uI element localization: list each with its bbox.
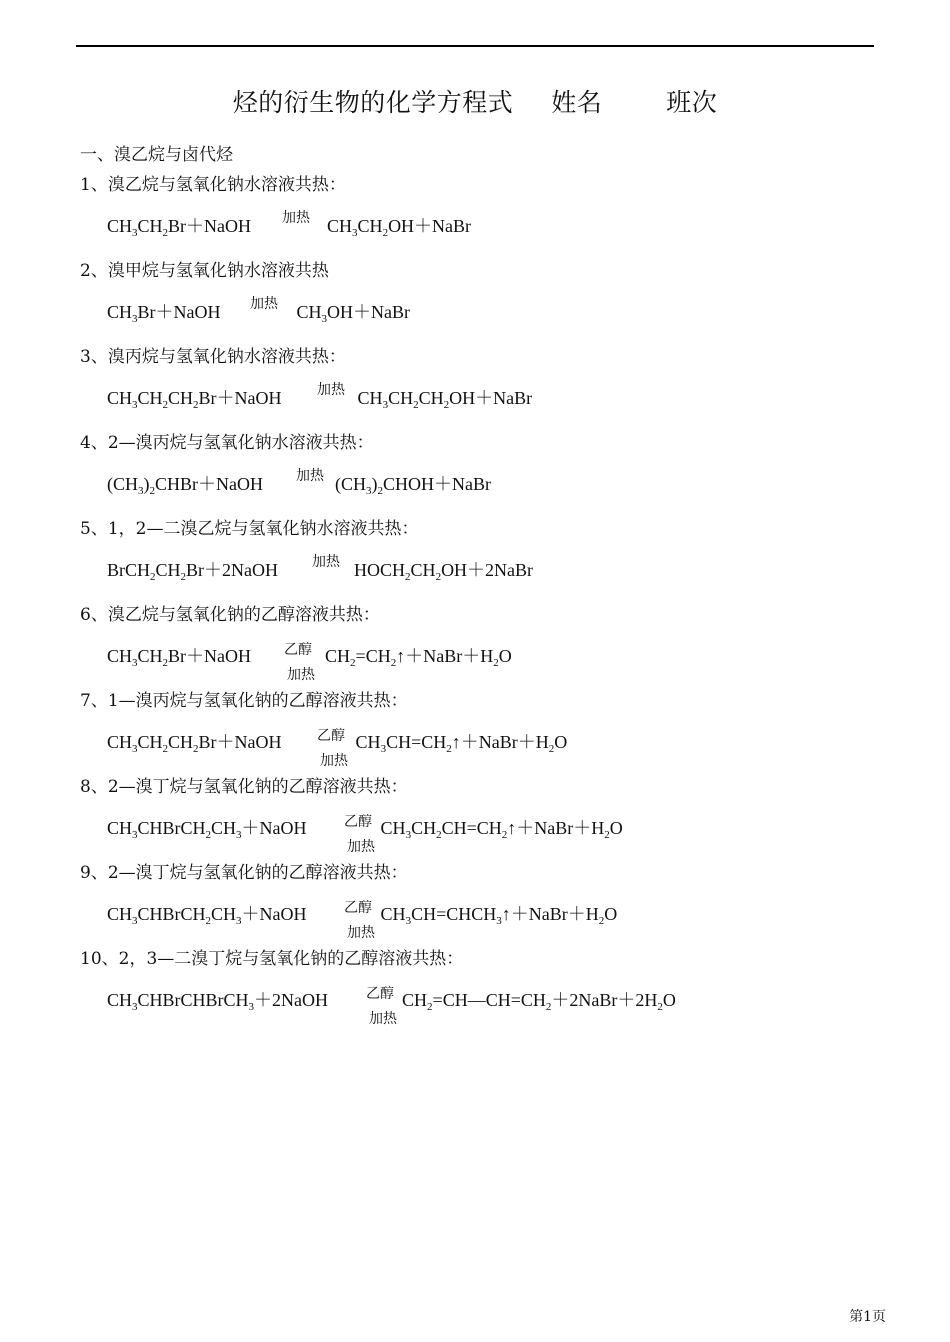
reactant-text: CH <box>211 818 237 838</box>
subscript: 3 <box>236 829 242 841</box>
reactant-text: CH <box>107 216 133 236</box>
product-text: O <box>662 990 676 1010</box>
subscript: 3 <box>405 915 412 927</box>
subscript: 3 <box>382 399 389 411</box>
reaction-condition: 加热 <box>317 382 345 398</box>
reactant-text: CH <box>211 904 237 924</box>
product-text: CHOH＋NaBr <box>383 474 491 494</box>
item-heading: 1、溴乙烷与氢氧化钠水溶液共热： <box>80 175 346 195</box>
product-text: CH <box>388 388 414 408</box>
product-text: CH <box>380 904 406 924</box>
reactant-text: CH <box>155 560 181 580</box>
subscript: 2 <box>548 743 555 755</box>
product-text: ＋2NaBr＋2H <box>551 990 658 1010</box>
product-text: =CH—CH=CH <box>432 990 546 1010</box>
subscript: 3 <box>248 1001 255 1013</box>
subscript: 3 <box>366 485 372 497</box>
reactant-text: CH <box>137 216 163 236</box>
page-title <box>0 83 950 119</box>
subscript: 2 <box>205 829 212 841</box>
subscript: 2 <box>162 657 169 669</box>
subscript: 2 <box>382 227 389 239</box>
reaction-condition: 乙醇 <box>284 642 312 658</box>
reaction-condition: 加热 <box>287 667 315 683</box>
product-text: CH <box>418 388 444 408</box>
reactant-text: CH <box>107 990 133 1010</box>
product-text: O <box>554 732 568 752</box>
subscript: 2 <box>427 1001 433 1013</box>
reaction-condition: 加热 <box>312 554 340 570</box>
item-heading: 4、2—溴丙烷与氢氧化钠水溶液共热： <box>80 433 374 453</box>
reactant-text: CH <box>107 732 133 752</box>
product-text: CH <box>402 990 428 1010</box>
subscript: 3 <box>405 829 412 841</box>
reactant-text: CHBrCHBrCH <box>137 990 249 1010</box>
reactant-text: CH <box>137 732 163 752</box>
product-text: ) <box>371 474 378 494</box>
reactant-text: Br＋NaOH <box>137 302 221 322</box>
product-text: CH <box>411 818 437 838</box>
product-text: CH <box>296 302 322 322</box>
name-label: 姓名 <box>551 88 603 117</box>
reactant-text: CHBrCH <box>137 818 206 838</box>
item-heading: 7、1—溴丙烷与氢氧化钠的乙醇溶液共热： <box>80 691 408 711</box>
product-text: O <box>498 646 512 666</box>
reactant-text: Br＋NaOH <box>198 388 282 408</box>
subscript: 2 <box>150 571 156 583</box>
subscript: 3 <box>132 829 138 841</box>
product-text: O <box>604 904 618 924</box>
reaction-condition: 加热 <box>282 210 310 226</box>
page-number: 第1页 <box>849 1309 886 1325</box>
subscript: 2 <box>436 829 442 841</box>
reaction-condition: 乙醇 <box>317 728 345 744</box>
subscript: 2 <box>180 571 187 583</box>
reactant-text: Br＋NaOH <box>168 216 252 236</box>
item-heading: 3、溴丙烷与氢氧化钠水溶液共热： <box>80 347 346 367</box>
subscript: 3 <box>132 657 138 669</box>
reactant-text: (CH <box>107 474 138 494</box>
product-text: CH=CH <box>441 818 502 838</box>
item-heading: 8、2—溴丁烷与氢氧化钠的乙醇溶液共热： <box>80 777 408 797</box>
product-text: ↑＋NaBr＋H <box>501 904 599 924</box>
product-text: CH <box>325 646 351 666</box>
subscript: 3 <box>132 399 138 411</box>
item-heading: 10、2，3—二溴丁烷与氢氧化钠的乙醇溶液共热： <box>80 949 464 969</box>
reaction-condition: 加热 <box>296 468 324 484</box>
subscript: 2 <box>390 657 397 669</box>
product-text: OH＋2NaBr <box>441 560 534 580</box>
subscript: 3 <box>132 915 138 927</box>
product-text: ↑＋NaBr＋H <box>396 646 494 666</box>
reactant-text: ＋2NaOH <box>254 990 329 1010</box>
reaction-condition: 乙醇 <box>344 814 372 830</box>
product-text: (CH <box>335 474 366 494</box>
subscript: 2 <box>446 743 452 755</box>
reactant-text: CHBrCH <box>137 904 206 924</box>
subscript: 3 <box>132 313 138 325</box>
item-heading: 2、溴甲烷与氢氧化钠水溶液共热 <box>80 261 329 281</box>
reaction-condition: 乙醇 <box>344 900 372 916</box>
reactant-text: CH <box>107 646 133 666</box>
subscript: 2 <box>598 915 605 927</box>
reaction-condition: 加热 <box>347 839 375 855</box>
subscript: 3 <box>132 743 138 755</box>
subscript: 2 <box>162 227 169 239</box>
reactant-text: CH <box>107 818 133 838</box>
subscript: 3 <box>132 227 138 239</box>
product-text: OH＋NaBr <box>327 302 411 322</box>
product-text: CH <box>357 388 383 408</box>
reactant-text: CH <box>107 904 133 924</box>
subscript: 3 <box>236 915 242 927</box>
section-heading: 一、溴乙烷与卤代烃 <box>80 145 233 165</box>
product-text: CH <box>357 216 383 236</box>
reaction-condition: 加热 <box>320 753 348 769</box>
subscript: 2 <box>493 657 499 669</box>
reactant-text: ＋NaOH <box>241 818 307 838</box>
subscript: 2 <box>162 399 169 411</box>
subscript: 2 <box>350 657 356 669</box>
subscript: 3 <box>380 743 387 755</box>
reactant-text: CH <box>107 388 133 408</box>
subscript: 3 <box>138 485 144 497</box>
subscript: 2 <box>205 915 212 927</box>
product-text: CH <box>410 560 436 580</box>
subscript: 2 <box>604 829 610 841</box>
reactant-text: ) <box>143 474 150 494</box>
subscript: 3 <box>321 313 328 325</box>
reactant-text: CHBr＋NaOH <box>155 474 263 494</box>
product-text: CH=CHCH <box>411 904 497 924</box>
reactant-text: BrCH <box>107 560 151 580</box>
product-text: CH=CH <box>386 732 447 752</box>
reaction-condition: 加热 <box>347 925 375 941</box>
reactant-text: Br＋2NaOH <box>186 560 279 580</box>
product-text: O <box>609 818 623 838</box>
product-text: CH <box>380 818 406 838</box>
reactant-text: CH <box>168 388 194 408</box>
subscript: 2 <box>377 485 383 497</box>
reactant-text: CH <box>168 732 194 752</box>
subscript: 2 <box>149 485 155 497</box>
subscript: 2 <box>443 399 450 411</box>
product-text: ↑＋NaBr＋H <box>507 818 605 838</box>
subscript: 2 <box>413 399 419 411</box>
subscript: 2 <box>193 743 199 755</box>
reactant-text: Br＋NaOH <box>198 732 282 752</box>
subscript: 2 <box>501 829 508 841</box>
product-text: =CH <box>355 646 391 666</box>
product-text: OH＋NaBr <box>388 216 472 236</box>
product-text: CH <box>355 732 381 752</box>
reaction-condition: 加热 <box>369 1011 397 1027</box>
class-label: 班次 <box>666 88 718 117</box>
product-text: CH <box>327 216 353 236</box>
reactant-text: ＋NaOH <box>241 904 307 924</box>
subscript: 2 <box>545 1001 552 1013</box>
item-heading: 9、2—溴丁烷与氢氧化钠的乙醇溶液共热： <box>80 863 408 883</box>
subscript: 2 <box>405 571 411 583</box>
reaction-condition: 加热 <box>250 296 278 312</box>
item-heading: 5、1，2—二溴乙烷与氢氧化钠水溶液共热： <box>80 519 419 539</box>
item-heading: 6、溴乙烷与氢氧化钠的乙醇溶液共热： <box>80 605 380 625</box>
reactant-text: Br＋NaOH <box>168 646 252 666</box>
reaction-condition: 乙醇 <box>366 986 394 1002</box>
title-main: 烃的衍生物的化学方程式 <box>232 88 514 117</box>
subscript: 3 <box>132 1001 138 1013</box>
product-text: ↑＋NaBr＋H <box>451 732 549 752</box>
product-text: HOCH <box>354 560 406 580</box>
reactant-text: CH <box>137 646 163 666</box>
subscript: 2 <box>657 1001 663 1013</box>
product-text: OH＋NaBr <box>449 388 533 408</box>
reactant-text: CH <box>137 388 163 408</box>
reactant-text: CH <box>107 302 133 322</box>
subscript: 3 <box>352 227 358 239</box>
subscript: 2 <box>193 399 199 411</box>
subscript: 2 <box>435 571 442 583</box>
subscript: 2 <box>162 743 169 755</box>
subscript: 3 <box>496 915 502 927</box>
top-rule <box>76 45 874 47</box>
